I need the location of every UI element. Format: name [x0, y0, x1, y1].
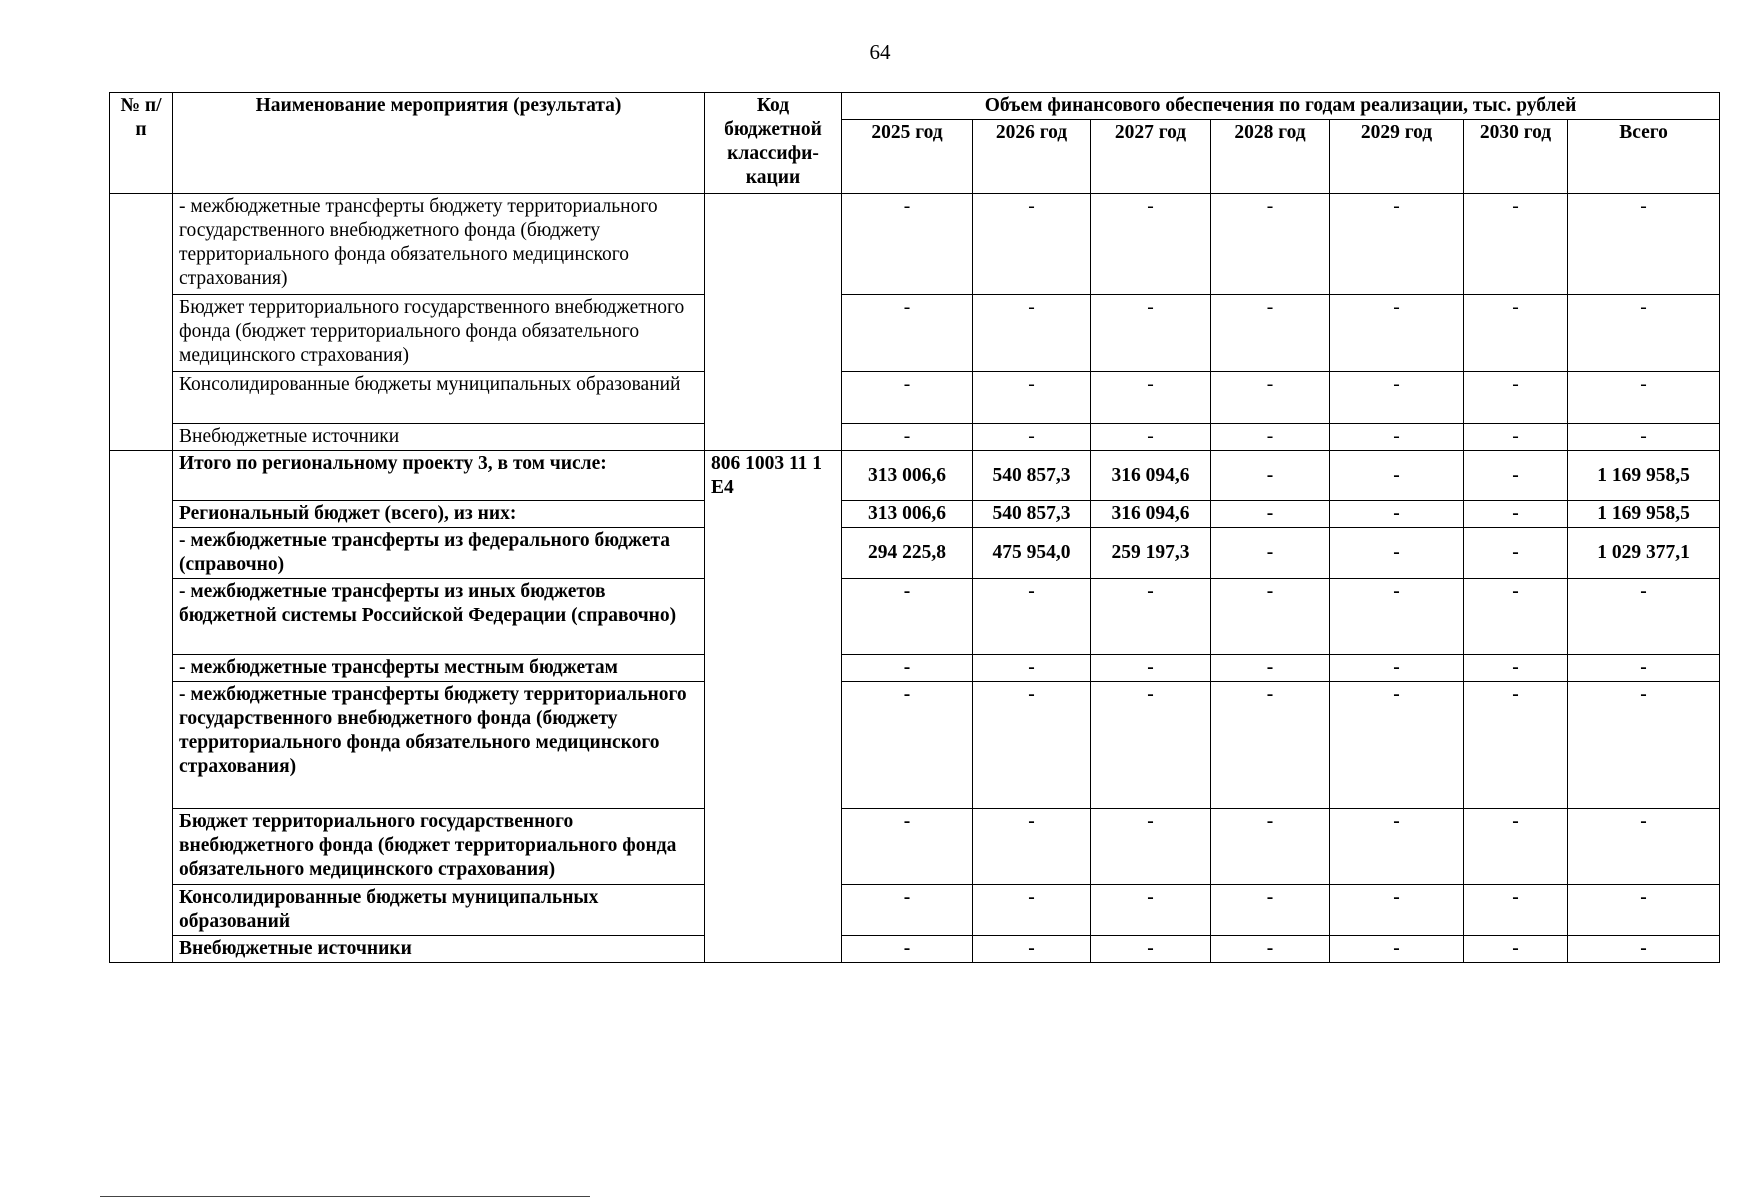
table-row — [110, 528, 1720, 579]
header-year: 2026 год — [973, 120, 1091, 194]
value-cell: - — [1330, 579, 1464, 655]
table-row — [110, 579, 1720, 655]
value-cell: - — [1568, 424, 1720, 451]
value-cell: - — [1330, 424, 1464, 451]
value-cell: - — [1330, 809, 1464, 885]
value-cell: - — [1091, 424, 1211, 451]
value-cell: - — [1211, 372, 1330, 424]
value-cell: - — [1330, 451, 1464, 501]
financing-table — [109, 92, 1720, 963]
value-cell: 540 857,3 — [973, 451, 1091, 501]
row-name: - межбюджетные трансферты бюджету территориального государственного внебюджетного фонда (бюджету территориального фонда обязательного медицинского страхования) — [173, 194, 705, 295]
value-cell: - — [1091, 885, 1211, 936]
value-cell: - — [1211, 424, 1330, 451]
value-cell: 313 006,6 — [842, 501, 973, 528]
value-cell: - — [842, 885, 973, 936]
header-year: 2028 год — [1211, 120, 1330, 194]
table-row — [110, 809, 1720, 885]
value-cell: - — [1464, 194, 1568, 295]
table-row — [110, 936, 1720, 963]
row-name: Консолидированные бюджеты муниципальных образований — [173, 372, 705, 424]
table-row — [110, 682, 1720, 809]
footer-rule — [100, 1196, 590, 1197]
value-cell: - — [1464, 501, 1568, 528]
page-number: 64 — [869, 40, 891, 64]
value-cell: - — [1568, 194, 1720, 295]
value-cell: - — [1464, 936, 1568, 963]
row-name: Региональный бюджет (всего), из них: — [173, 501, 705, 528]
value-cell: - — [1211, 194, 1330, 295]
value-cell: 316 094,6 — [1091, 501, 1211, 528]
value-cell: - — [1211, 809, 1330, 885]
value-cell: - — [973, 682, 1091, 809]
table-row — [110, 295, 1720, 372]
value-cell: - — [1568, 655, 1720, 682]
header-year: 2027 год — [1091, 120, 1211, 194]
value-cell: - — [1464, 655, 1568, 682]
value-cell: - — [1211, 295, 1330, 372]
value-cell: - — [973, 809, 1091, 885]
value-cell: - — [973, 372, 1091, 424]
value-cell: - — [973, 655, 1091, 682]
value-cell: - — [1464, 809, 1568, 885]
value-cell: - — [842, 372, 973, 424]
value-cell: - — [973, 194, 1091, 295]
value-cell: - — [1568, 885, 1720, 936]
value-cell: - — [1568, 295, 1720, 372]
value-cell: - — [842, 936, 973, 963]
row-name: - межбюджетные трансферты из федерального бюджета (справочно) — [173, 528, 705, 579]
value-cell: - — [1464, 424, 1568, 451]
header-total: Всего — [1568, 120, 1720, 194]
value-cell: - — [1568, 936, 1720, 963]
value-cell: 313 006,6 — [842, 451, 973, 501]
value-cell: - — [1091, 295, 1211, 372]
value-cell: 1 169 958,5 — [1568, 501, 1720, 528]
value-cell: - — [1211, 528, 1330, 579]
value-cell: - — [1211, 655, 1330, 682]
value-cell: - — [1330, 372, 1464, 424]
value-cell: - — [1464, 451, 1568, 501]
value-cell: - — [1330, 885, 1464, 936]
value-cell: - — [1464, 885, 1568, 936]
table-row — [110, 885, 1720, 936]
value-cell: - — [1091, 655, 1211, 682]
row-name: - межбюджетные трансферты местным бюджетам — [173, 655, 705, 682]
code-cell: 806 1003 11 1 E4 — [705, 451, 842, 963]
value-cell: 475 954,0 — [973, 528, 1091, 579]
value-cell: - — [1330, 655, 1464, 682]
value-cell: - — [1568, 372, 1720, 424]
value-cell: - — [1464, 372, 1568, 424]
value-cell: - — [842, 809, 973, 885]
value-cell: - — [1568, 809, 1720, 885]
value-cell: - — [1330, 501, 1464, 528]
value-cell: - — [1211, 501, 1330, 528]
value-cell: - — [1464, 682, 1568, 809]
value-cell: - — [973, 295, 1091, 372]
value-cell: - — [1568, 579, 1720, 655]
value-cell: - — [1091, 579, 1211, 655]
header-number: № п/п — [110, 93, 173, 194]
value-cell: - — [1330, 295, 1464, 372]
value-cell: - — [1091, 936, 1211, 963]
row-name: - межбюджетные трансферты бюджету территориального государственного внебюджетного фонда (бюджету территориального фонда обязательного медицинского страхования) — [173, 682, 705, 809]
table-row — [110, 194, 1720, 295]
value-cell: - — [973, 885, 1091, 936]
value-cell: - — [1211, 451, 1330, 501]
value-cell: - — [842, 424, 973, 451]
table-row — [110, 655, 1720, 682]
value-cell: - — [1464, 295, 1568, 372]
code-cell — [705, 194, 842, 451]
value-cell: 316 094,6 — [1091, 451, 1211, 501]
value-cell: 1 169 958,5 — [1568, 451, 1720, 501]
value-cell: - — [842, 295, 973, 372]
row-number-cell — [110, 194, 173, 451]
value-cell: 1 029 377,1 — [1568, 528, 1720, 579]
table-row — [110, 372, 1720, 424]
header-year: 2030 год — [1464, 120, 1568, 194]
row-name: Внебюджетные источники — [173, 424, 705, 451]
table-row — [110, 424, 1720, 451]
value-cell: - — [1091, 809, 1211, 885]
value-cell: - — [1330, 682, 1464, 809]
value-cell: - — [842, 682, 973, 809]
row-number-cell — [110, 451, 173, 963]
value-cell: - — [1330, 936, 1464, 963]
value-cell: - — [973, 579, 1091, 655]
value-cell: - — [1330, 528, 1464, 579]
value-cell: 259 197,3 — [1091, 528, 1211, 579]
value-cell: - — [1211, 885, 1330, 936]
value-cell: - — [1091, 682, 1211, 809]
row-name: Внебюджетные источники — [173, 936, 705, 963]
row-name: Бюджет территориального государственного внебюджетного фонда (бюджет территориального фонда обязательного медицинского страхования) — [173, 809, 705, 885]
value-cell: - — [1211, 682, 1330, 809]
row-name: Консолидированные бюджеты муниципальных образований — [173, 885, 705, 936]
table-row — [110, 501, 1720, 528]
value-cell: - — [1464, 579, 1568, 655]
value-cell: - — [1091, 372, 1211, 424]
header-volume: Объем финансового обеспечения по годам реализации, тыс. рублей — [842, 93, 1720, 120]
row-name: Бюджет территориального государственного внебюджетного фонда (бюджет территориального фонда обязательного медицинского страхования) — [173, 295, 705, 372]
value-cell: - — [1211, 579, 1330, 655]
value-cell: - — [973, 936, 1091, 963]
value-cell: - — [1211, 936, 1330, 963]
value-cell: - — [1330, 194, 1464, 295]
header-code: Код бюджетной классифи-кации — [705, 93, 842, 194]
value-cell: 294 225,8 — [842, 528, 973, 579]
value-cell: - — [842, 655, 973, 682]
header-year: 2025 год — [842, 120, 973, 194]
value-cell: 540 857,3 — [973, 501, 1091, 528]
value-cell: - — [842, 194, 973, 295]
value-cell: - — [1568, 682, 1720, 809]
row-name: - межбюджетные трансферты из иных бюджетов бюджетной системы Российской Федерации (справочно) — [173, 579, 705, 655]
value-cell: - — [1091, 194, 1211, 295]
table-row — [110, 451, 1720, 501]
header-name: Наименование мероприятия (результата) — [173, 93, 705, 194]
value-cell: - — [842, 579, 973, 655]
row-name: Итого по региональному проекту 3, в том числе: — [173, 451, 705, 501]
header-year: 2029 год — [1330, 120, 1464, 194]
value-cell: - — [973, 424, 1091, 451]
value-cell: - — [1464, 528, 1568, 579]
